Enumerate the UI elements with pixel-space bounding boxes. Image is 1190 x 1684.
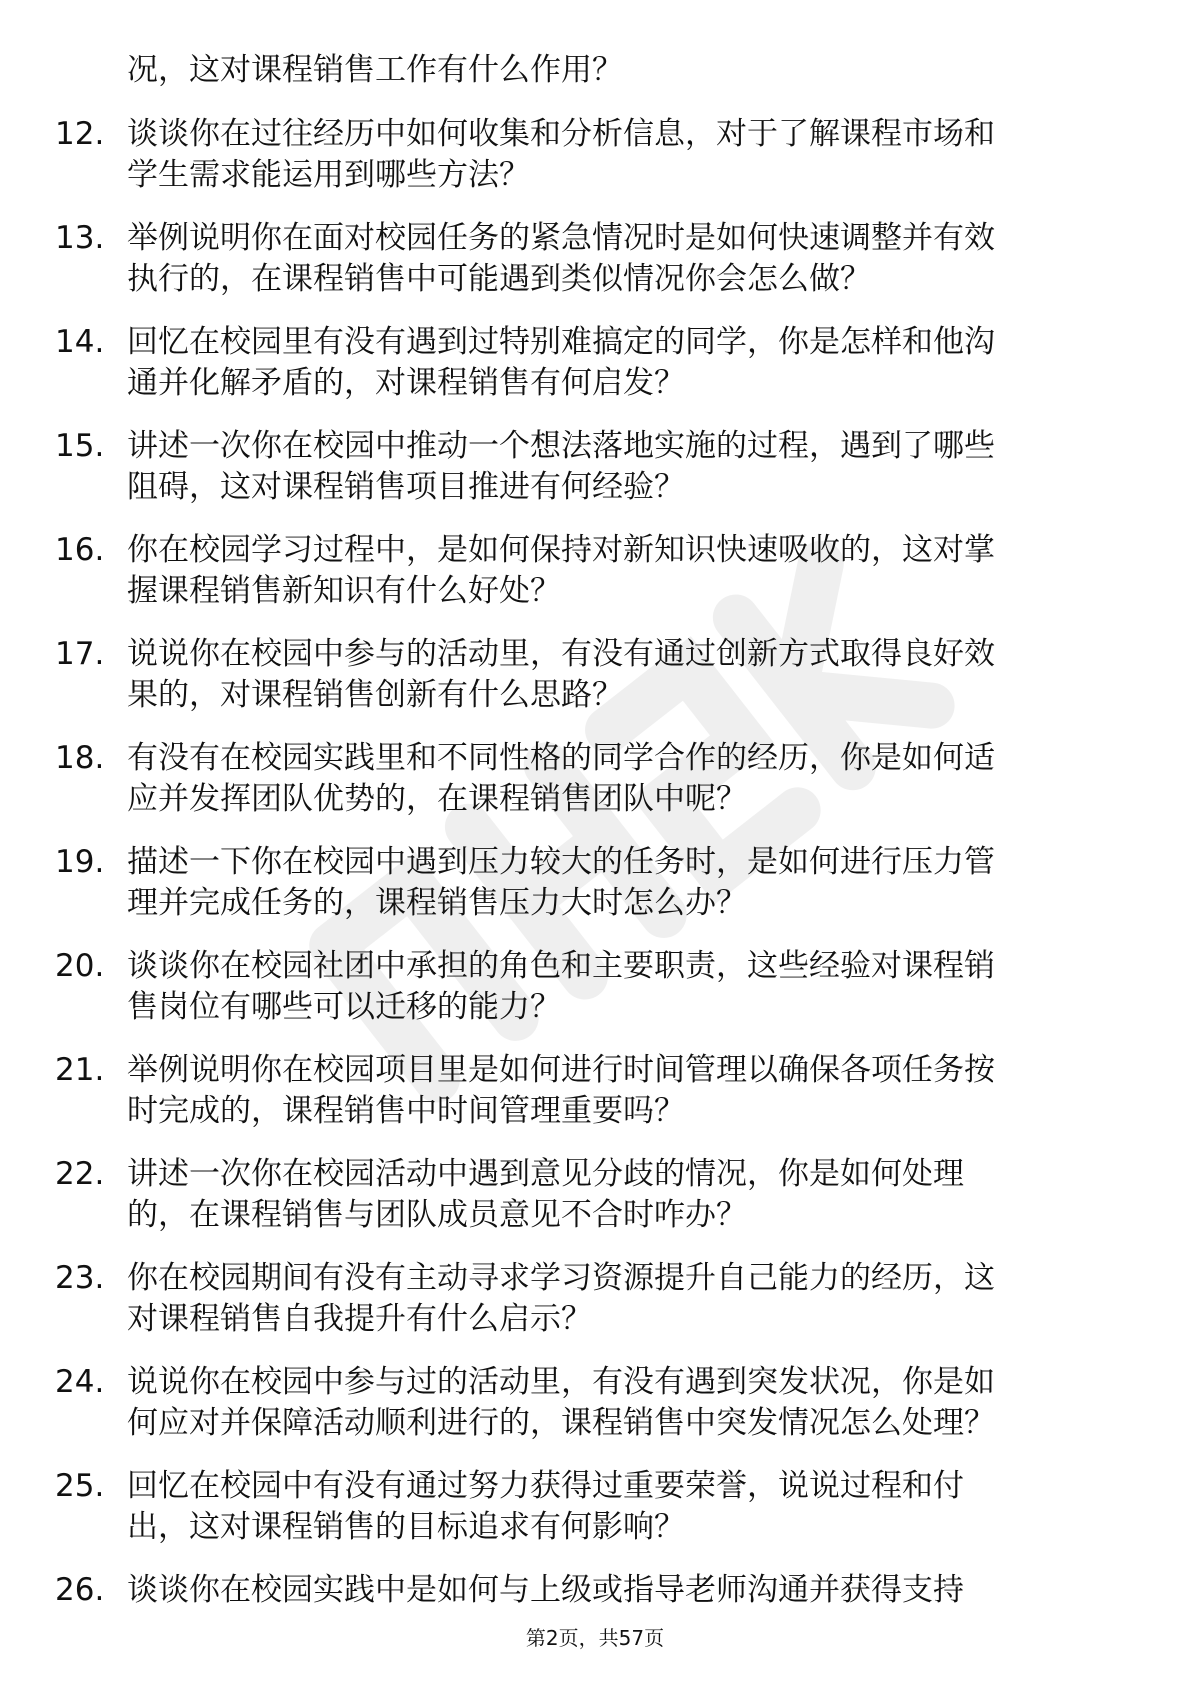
question-number: 21. xyxy=(55,1052,105,1088)
list-item xyxy=(0,1048,1190,1152)
question-number: 18. xyxy=(55,740,105,776)
question-number: 13. xyxy=(55,220,105,256)
question-text-line: 你在校园期间有没有主动寻求学习资源提升自己能力的经历，这 xyxy=(127,1260,995,1296)
list-item xyxy=(0,424,1190,528)
question-number: 12. xyxy=(55,116,105,152)
continued-question-text: 况，这对课程销售工作有什么作用？ xyxy=(127,52,623,88)
question-text-line: 通并化解矛盾的，对课程销售有何启发？ xyxy=(127,365,685,401)
list-item xyxy=(0,840,1190,944)
question-number: 15. xyxy=(55,428,105,464)
question-number: 16. xyxy=(55,532,105,568)
question-text-line: 说说你在校园中参与的活动里，有没有通过创新方式取得良好效 xyxy=(127,636,995,672)
question-text-line: 的，在课程销售与团队成员意见不合时咋办？ xyxy=(127,1197,747,1233)
question-text-line: 谈谈你在校园实践中是如何与上级或指导老师沟通并获得支持 xyxy=(127,1572,964,1608)
question-number: 17. xyxy=(55,636,105,672)
question-text-line: 举例说明你在面对校园任务的紧急情况时是如何快速调整并有效 xyxy=(127,220,995,256)
question-text-line: 谈谈你在过往经历中如何收集和分析信息，对于了解课程市场和 xyxy=(127,116,995,152)
list-item xyxy=(0,1360,1190,1464)
list-item xyxy=(0,216,1190,320)
list-item xyxy=(0,944,1190,1048)
question-number: 24. xyxy=(55,1364,105,1400)
question-text-line: 你在校园学习过程中，是如何保持对新知识快速吸收的，这对掌 xyxy=(127,532,995,568)
question-text-line: 说说你在校园中参与过的活动里，有没有遇到突发状况，你是如 xyxy=(127,1364,995,1400)
question-text-line: 应并发挥团队优势的，在课程销售团队中呢？ xyxy=(127,781,747,817)
question-text-line: 对课程销售自我提升有什么启示？ xyxy=(127,1301,592,1337)
list-item xyxy=(0,112,1190,216)
list-item xyxy=(0,632,1190,736)
question-text-line: 售岗位有哪些可以迁移的能力？ xyxy=(127,989,561,1025)
question-text-line: 回忆在校园中有没有通过努力获得过重要荣誉，说说过程和付 xyxy=(127,1468,964,1504)
question-text-line: 果的，对课程销售创新有什么思路？ xyxy=(127,677,623,713)
list-item xyxy=(0,320,1190,424)
question-text-line: 讲述一次你在校园中推动一个想法落地实施的过程，遇到了哪些 xyxy=(127,428,995,464)
question-number: 22. xyxy=(55,1156,105,1192)
page-number-footer: 第2页，共57页 xyxy=(525,1626,665,1650)
question-text-line: 握课程销售新知识有什么好处？ xyxy=(127,573,561,609)
question-number: 25. xyxy=(55,1468,105,1504)
question-number: 19. xyxy=(55,844,105,880)
question-number: 14. xyxy=(55,324,105,360)
question-text-line: 出，这对课程销售的目标追求有何影响？ xyxy=(127,1509,685,1545)
list-item xyxy=(0,736,1190,840)
question-text-line: 描述一下你在校园中遇到压力较大的任务时，是如何进行压力管 xyxy=(127,844,995,880)
question-number: 23. xyxy=(55,1260,105,1296)
question-text-line: 何应对并保障活动顺利进行的，课程销售中突发情况怎么处理？ xyxy=(127,1405,995,1441)
question-list xyxy=(0,112,1190,1672)
question-number: 20. xyxy=(55,948,105,984)
question-text-line: 理并完成任务的，课程销售压力大时怎么办？ xyxy=(127,885,747,921)
question-text-line: 有没有在校园实践里和不同性格的同学合作的经历，你是如何适 xyxy=(127,740,995,776)
question-text-line: 学生需求能运用到哪些方法？ xyxy=(127,157,530,193)
list-item xyxy=(0,1256,1190,1360)
question-text-line: 执行的，在课程销售中可能遇到类似情况你会怎么做？ xyxy=(127,261,871,297)
list-item xyxy=(0,528,1190,632)
question-text-line: 讲述一次你在校园活动中遇到意见分歧的情况，你是如何处理 xyxy=(127,1156,964,1192)
question-text-line: 回忆在校园里有没有遇到过特别难搞定的同学，你是怎样和他沟 xyxy=(127,324,995,360)
question-text-line: 举例说明你在校园项目里是如何进行时间管理以确保各项任务按 xyxy=(127,1052,995,1088)
list-item xyxy=(0,1464,1190,1568)
list-item xyxy=(0,1568,1190,1672)
question-text-line: 阻碍，这对课程销售项目推进有何经验？ xyxy=(127,469,685,505)
list-item xyxy=(0,1152,1190,1256)
question-text-line: 时完成的，课程销售中时间管理重要吗？ xyxy=(127,1093,685,1129)
question-text-line: 谈谈你在校园社团中承担的角色和主要职责，这些经验对课程销 xyxy=(127,948,995,984)
question-number: 26. xyxy=(55,1572,105,1608)
